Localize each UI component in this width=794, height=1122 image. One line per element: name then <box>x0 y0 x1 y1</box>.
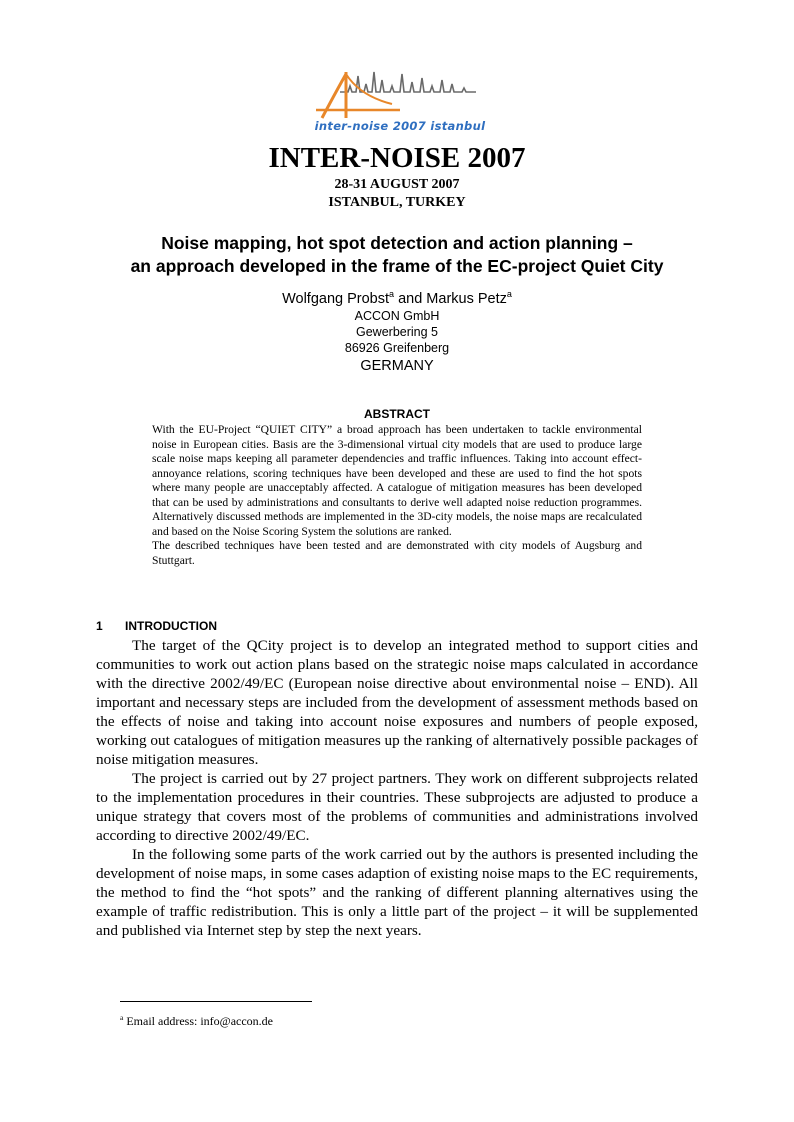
abstract-heading: ABSTRACT <box>364 407 430 421</box>
author-2-affil-marker: a <box>506 289 512 300</box>
body-paragraph: The target of the QCity project is to develop an integrated method to support cities and communities to work out action plans based on the strategic noise maps calculated in accordance with the directive 2002/49/EC (European noise directive about environmental noise – END). All important and necessary steps are included from the development of assessment methods based on the effects of noise and taking into account noise exposures and numbers of people exposed, working out catalogues of mitigation measures up the ranking of alternatively possible packages of noise mitigation measures. <box>96 637 698 768</box>
section-heading <box>96 619 396 633</box>
author-2: Markus Petz <box>426 291 507 307</box>
section-title: INTRODUCTION <box>125 619 217 633</box>
bridge-cable-left <box>322 74 346 118</box>
affiliation-org: ACCON GmbH <box>354 309 440 323</box>
section-body <box>96 636 698 940</box>
body-paragraph: In the following some parts of the work carried out by the authors is presented including the development of noise maps, in some cases adaption of existing noise maps to the EC requirements, the method to find the “hot spots” and the ranking of different planning alternatives using the example of traffic redistribution. This is only a little part of the project – it will be supplemented and published via Internet step by step the next years. <box>96 846 698 939</box>
author-1: Wolfgang Probst <box>282 291 390 307</box>
footnote <box>120 1014 520 1029</box>
conference-logo <box>300 66 500 138</box>
abstract-body <box>152 423 642 568</box>
footnote-text: Email address: info@accon.de <box>126 1014 274 1028</box>
paper-title-line2: an approach developed in the frame of the EC-project Quiet City <box>130 256 664 276</box>
bridge-wave-logo-graphic <box>300 66 500 122</box>
conference-dates: 28-31 AUGUST 2007 <box>334 177 460 192</box>
abstract-paragraph: With the EU-Project “QUIET CITY” a broad approach has been undertaken to tackle environmental noise in European cities. Basis are the 3-dimensional virtual city models that are used to produce large scale noise maps keeping all parameter dependencies and traffic influences. Taking into account effect-annoyance relations, scoring techniques have been developed and these are used to find the hot spots where many people are unacceptably affected. A catalogue of mitigation measures has been developed that can be used by administrations and consultants to derive well adapted noise reduction programmes. Alternatively discussed methods are implemented in the 3D-city models, the noise maps are recalculated and based on the Noise Scoring System the solutions are ranked. <box>152 423 642 538</box>
author-joiner: and <box>394 291 427 307</box>
body-paragraph: The project is carried out by 27 project partners. They work on different subprojects related to the implementation procedures in their countries. These subprojects are adjusted to produce a unique strategy that covers most of the problems of communities and administrations involved according to directive 2002/49/EC. <box>96 770 698 844</box>
paper-title-line1: Noise mapping, hot spot detection and action planning – <box>161 233 633 253</box>
affiliation-country: GERMANY <box>360 358 434 374</box>
abstract-paragraph: The described techniques have been tested and are demonstrated with city models of Augsburg and Stuttgart. <box>152 539 642 567</box>
section-number: 1 <box>96 619 103 633</box>
footnote-marker: a <box>120 1013 124 1022</box>
author-line <box>0 290 794 308</box>
author-1-affil-marker: a <box>389 289 395 300</box>
conference-location: ISTANBUL, TURKEY <box>328 195 466 210</box>
footnote-divider <box>120 1001 312 1002</box>
logo-text: inter-noise 2007 istanbul <box>314 119 486 133</box>
affiliation-street: Gewerbering 5 <box>356 325 438 339</box>
conference-title: INTER-NOISE 2007 <box>268 142 526 174</box>
bridge-cable-right <box>346 74 392 104</box>
affiliation-city: 86926 Greifenberg <box>344 341 450 355</box>
